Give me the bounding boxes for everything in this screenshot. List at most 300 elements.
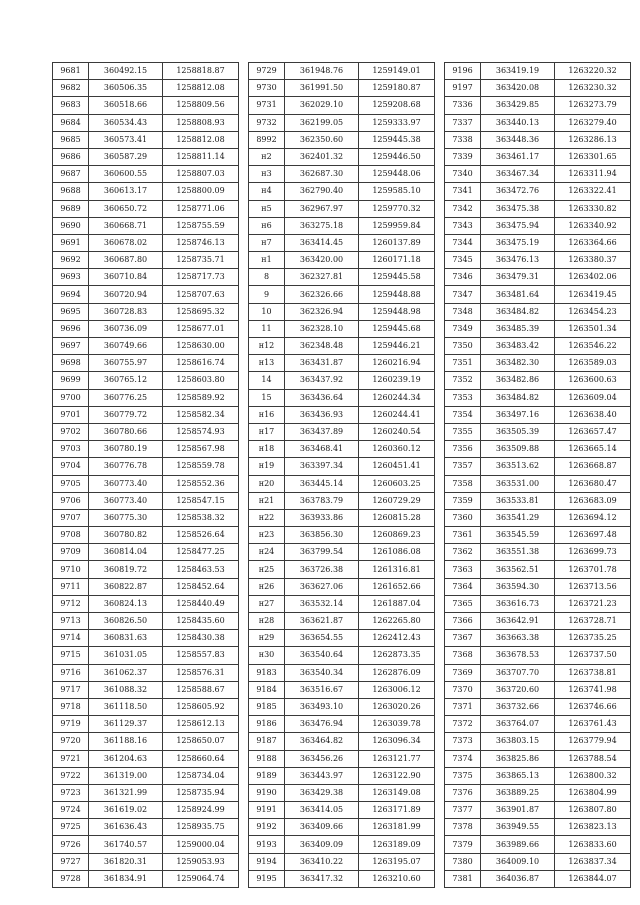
x-coordinate-cell: 363468.41 — [285, 441, 359, 458]
y-coordinate-cell: 1260239.19 — [359, 372, 435, 389]
table-row — [53, 423, 239, 440]
table-row — [53, 372, 239, 389]
point-number-cell: н4 — [249, 183, 285, 200]
table-row — [445, 200, 631, 217]
y-coordinate-cell: 1262265.80 — [359, 613, 435, 630]
y-coordinate-cell: 1263761.43 — [555, 716, 631, 733]
point-number-cell: 7354 — [445, 406, 481, 423]
table-row — [445, 63, 631, 80]
point-number-cell: 9190 — [249, 784, 285, 801]
table-row — [445, 561, 631, 578]
point-number-cell: 9720 — [53, 733, 89, 750]
x-coordinate-cell: 360678.02 — [89, 234, 163, 251]
point-number-cell: н1 — [249, 252, 285, 269]
x-coordinate-cell: 363409.66 — [285, 819, 359, 836]
x-coordinate-cell: 361834.91 — [89, 870, 163, 887]
x-coordinate-cell: 363485.39 — [481, 320, 555, 337]
y-coordinate-cell: 1258612.13 — [163, 716, 239, 733]
table-row — [53, 509, 239, 526]
point-number-cell: 9722 — [53, 767, 89, 784]
table-row — [445, 338, 631, 355]
table-row — [53, 217, 239, 234]
point-number-cell: н3 — [249, 166, 285, 183]
x-coordinate-cell: 363505.39 — [481, 423, 555, 440]
point-number-cell: 7355 — [445, 423, 481, 440]
table-row — [445, 234, 631, 251]
x-coordinate-cell: 361031.05 — [89, 647, 163, 664]
x-coordinate-cell: 360814.04 — [89, 544, 163, 561]
table-row — [445, 767, 631, 784]
point-number-cell: 7357 — [445, 458, 481, 475]
point-number-cell: 7373 — [445, 733, 481, 750]
table-row — [445, 870, 631, 887]
point-number-cell: 9690 — [53, 217, 89, 234]
y-coordinate-cell: 1263419.45 — [555, 286, 631, 303]
y-coordinate-cell: 1263683.09 — [555, 492, 631, 509]
point-number-cell: 9700 — [53, 389, 89, 406]
x-coordinate-cell: 363933.86 — [285, 509, 359, 526]
table-row — [445, 527, 631, 544]
table-row — [249, 217, 435, 234]
x-coordinate-cell: 363627.06 — [285, 578, 359, 595]
y-coordinate-cell: 1263807.80 — [555, 802, 631, 819]
y-coordinate-cell: 1263546.22 — [555, 338, 631, 355]
table-row — [445, 269, 631, 286]
x-coordinate-cell: 363483.42 — [481, 338, 555, 355]
y-coordinate-cell: 1263741.98 — [555, 681, 631, 698]
table-row — [445, 733, 631, 750]
table-row — [249, 286, 435, 303]
coordinates-table-1 — [52, 62, 239, 888]
x-coordinate-cell: 363479.31 — [481, 269, 555, 286]
x-coordinate-cell: 363431.87 — [285, 355, 359, 372]
x-coordinate-cell: 360822.87 — [89, 578, 163, 595]
x-coordinate-cell: 363783.79 — [285, 492, 359, 509]
x-coordinate-cell: 363445.14 — [285, 475, 359, 492]
point-number-cell: 9724 — [53, 802, 89, 819]
y-coordinate-cell: 1263149.08 — [359, 784, 435, 801]
point-number-cell: 9695 — [53, 303, 89, 320]
x-coordinate-cell: 360780.66 — [89, 423, 163, 440]
y-coordinate-cell: 1258603.80 — [163, 372, 239, 389]
table-row — [445, 166, 631, 183]
y-coordinate-cell: 1263657.47 — [555, 423, 631, 440]
point-number-cell: 8992 — [249, 131, 285, 148]
x-coordinate-cell: 360534.43 — [89, 114, 163, 131]
table-row — [53, 303, 239, 320]
point-number-cell: 9697 — [53, 338, 89, 355]
y-coordinate-cell: 1260603.25 — [359, 475, 435, 492]
point-number-cell: 9705 — [53, 475, 89, 492]
point-number-cell: 7379 — [445, 836, 481, 853]
y-coordinate-cell: 1258755.59 — [163, 217, 239, 234]
y-coordinate-cell: 1263210.60 — [359, 870, 435, 887]
x-coordinate-cell: 363678.53 — [481, 647, 555, 664]
table-row — [53, 527, 239, 544]
table-row — [53, 234, 239, 251]
table-row — [445, 303, 631, 320]
x-coordinate-cell: 363642.91 — [481, 613, 555, 630]
x-coordinate-cell: 361118.50 — [89, 698, 163, 715]
table-row — [249, 802, 435, 819]
x-coordinate-cell: 363531.00 — [481, 475, 555, 492]
y-coordinate-cell: 1263330.82 — [555, 200, 631, 217]
table-row — [53, 355, 239, 372]
x-coordinate-cell: 363509.88 — [481, 441, 555, 458]
table-row — [249, 836, 435, 853]
x-coordinate-cell: 363497.16 — [481, 406, 555, 423]
table-row — [249, 733, 435, 750]
x-coordinate-cell: 360710.84 — [89, 269, 163, 286]
point-number-cell: 7350 — [445, 338, 481, 355]
y-coordinate-cell: 1263189.09 — [359, 836, 435, 853]
table-row — [445, 578, 631, 595]
point-number-cell: 7340 — [445, 166, 481, 183]
table-row — [445, 613, 631, 630]
y-coordinate-cell: 1258477.25 — [163, 544, 239, 561]
point-number-cell: 9684 — [53, 114, 89, 131]
y-coordinate-cell: 1259064.74 — [163, 870, 239, 887]
point-number-cell: 9196 — [445, 63, 481, 80]
y-coordinate-cell: 1258452.64 — [163, 578, 239, 595]
table-row — [249, 853, 435, 870]
y-coordinate-cell: 1263728.71 — [555, 613, 631, 630]
y-coordinate-cell: 1259180.87 — [359, 80, 435, 97]
x-coordinate-cell: 362326.94 — [285, 303, 359, 320]
y-coordinate-cell: 1263380.37 — [555, 252, 631, 269]
x-coordinate-cell: 363467.34 — [481, 166, 555, 183]
point-number-cell: н2 — [249, 148, 285, 165]
x-coordinate-cell: 363663.38 — [481, 630, 555, 647]
y-coordinate-cell: 1258616.74 — [163, 355, 239, 372]
table-row — [249, 492, 435, 509]
y-coordinate-cell: 1263680.47 — [555, 475, 631, 492]
table-row — [53, 853, 239, 870]
x-coordinate-cell: 363493.10 — [285, 698, 359, 715]
point-number-cell: н6 — [249, 217, 285, 234]
x-coordinate-cell: 360573.41 — [89, 131, 163, 148]
y-coordinate-cell: 1263589.03 — [555, 355, 631, 372]
y-coordinate-cell: 1260216.94 — [359, 355, 435, 372]
point-number-cell: 7339 — [445, 148, 481, 165]
point-number-cell: 9186 — [249, 716, 285, 733]
x-coordinate-cell: 363856.30 — [285, 527, 359, 544]
table-row — [53, 97, 239, 114]
table-row — [249, 544, 435, 561]
x-coordinate-cell: 363540.34 — [285, 664, 359, 681]
point-number-cell: 7353 — [445, 389, 481, 406]
y-coordinate-cell: 1258807.03 — [163, 166, 239, 183]
x-coordinate-cell: 363440.13 — [481, 114, 555, 131]
y-coordinate-cell: 1258809.56 — [163, 97, 239, 114]
table-row — [445, 372, 631, 389]
point-number-cell: 9683 — [53, 97, 89, 114]
table-row — [53, 750, 239, 767]
point-number-cell: 7365 — [445, 595, 481, 612]
y-coordinate-cell: 1258463.53 — [163, 561, 239, 578]
y-coordinate-cell: 1263746.66 — [555, 698, 631, 715]
x-coordinate-cell: 363436.64 — [285, 389, 359, 406]
table-row — [249, 303, 435, 320]
point-number-cell: 7375 — [445, 767, 481, 784]
y-coordinate-cell: 1263600.63 — [555, 372, 631, 389]
y-coordinate-cell: 1259445.58 — [359, 269, 435, 286]
point-number-cell: 7356 — [445, 441, 481, 458]
x-coordinate-cell: 360773.40 — [89, 475, 163, 492]
x-coordinate-cell: 363616.73 — [481, 595, 555, 612]
point-number-cell: н13 — [249, 355, 285, 372]
x-coordinate-cell: 362348.48 — [285, 338, 359, 355]
x-coordinate-cell: 360492.15 — [89, 63, 163, 80]
x-coordinate-cell: 362029.10 — [285, 97, 359, 114]
table-row — [249, 372, 435, 389]
x-coordinate-cell: 361740.57 — [89, 836, 163, 853]
x-coordinate-cell: 362687.30 — [285, 166, 359, 183]
y-coordinate-cell: 1260244.41 — [359, 406, 435, 423]
y-coordinate-cell: 1258576.31 — [163, 664, 239, 681]
x-coordinate-cell: 363475.19 — [481, 234, 555, 251]
point-number-cell: 7378 — [445, 819, 481, 836]
point-number-cell: 9184 — [249, 681, 285, 698]
x-coordinate-cell: 363461.17 — [481, 148, 555, 165]
y-coordinate-cell: 1258440.49 — [163, 595, 239, 612]
point-number-cell: 7341 — [445, 183, 481, 200]
x-coordinate-cell: 363533.81 — [481, 492, 555, 509]
x-coordinate-cell: 363949.55 — [481, 819, 555, 836]
y-coordinate-cell: 1258559.78 — [163, 458, 239, 475]
point-number-cell: 7377 — [445, 802, 481, 819]
point-number-cell: 9197 — [445, 80, 481, 97]
y-coordinate-cell: 1258552.36 — [163, 475, 239, 492]
y-coordinate-cell: 1258717.73 — [163, 269, 239, 286]
y-coordinate-cell: 1263020.26 — [359, 698, 435, 715]
x-coordinate-cell: 361088.32 — [89, 681, 163, 698]
y-coordinate-cell: 1258557.83 — [163, 647, 239, 664]
y-coordinate-cell: 1258771.06 — [163, 200, 239, 217]
y-coordinate-cell: 1259446.21 — [359, 338, 435, 355]
y-coordinate-cell: 1259959.84 — [359, 217, 435, 234]
point-number-cell: н26 — [249, 578, 285, 595]
point-number-cell: 7345 — [445, 252, 481, 269]
point-number-cell: 7367 — [445, 630, 481, 647]
point-number-cell: 9728 — [53, 870, 89, 887]
y-coordinate-cell: 1261887.04 — [359, 595, 435, 612]
y-coordinate-cell: 1263286.13 — [555, 131, 631, 148]
x-coordinate-cell: 364036.87 — [481, 870, 555, 887]
x-coordinate-cell: 363397.34 — [285, 458, 359, 475]
table-row — [249, 561, 435, 578]
x-coordinate-cell: 363437.89 — [285, 423, 359, 440]
x-coordinate-cell: 363532.14 — [285, 595, 359, 612]
y-coordinate-cell: 1263804.99 — [555, 784, 631, 801]
x-coordinate-cell: 361948.76 — [285, 63, 359, 80]
table-row — [53, 630, 239, 647]
y-coordinate-cell: 1258567.98 — [163, 441, 239, 458]
point-number-cell: 9714 — [53, 630, 89, 647]
y-coordinate-cell: 1258526.64 — [163, 527, 239, 544]
y-coordinate-cell: 1263833.60 — [555, 836, 631, 853]
x-coordinate-cell: 363410.22 — [285, 853, 359, 870]
table-row — [53, 131, 239, 148]
point-number-cell: 9188 — [249, 750, 285, 767]
y-coordinate-cell: 1258547.15 — [163, 492, 239, 509]
table-row — [53, 870, 239, 887]
y-coordinate-cell: 1263701.78 — [555, 561, 631, 578]
point-number-cell: 9712 — [53, 595, 89, 612]
y-coordinate-cell: 1263697.48 — [555, 527, 631, 544]
table-row — [445, 97, 631, 114]
point-number-cell: 7374 — [445, 750, 481, 767]
point-number-cell: 7370 — [445, 681, 481, 698]
x-coordinate-cell: 363562.51 — [481, 561, 555, 578]
y-coordinate-cell: 1263713.56 — [555, 578, 631, 595]
table-row — [249, 166, 435, 183]
table-row — [53, 802, 239, 819]
table-row — [53, 613, 239, 630]
table-row — [445, 406, 631, 423]
x-coordinate-cell: 363475.94 — [481, 217, 555, 234]
x-coordinate-cell: 363889.25 — [481, 784, 555, 801]
point-number-cell: н12 — [249, 338, 285, 355]
table-row — [249, 97, 435, 114]
y-coordinate-cell: 1259448.98 — [359, 303, 435, 320]
x-coordinate-cell: 363989.66 — [481, 836, 555, 853]
y-coordinate-cell: 1260244.34 — [359, 389, 435, 406]
table-row — [445, 114, 631, 131]
point-number-cell: 9194 — [249, 853, 285, 870]
table-row — [53, 492, 239, 509]
x-coordinate-cell: 361619.02 — [89, 802, 163, 819]
y-coordinate-cell: 1263171.89 — [359, 802, 435, 819]
coordinates-table-3 — [444, 62, 631, 888]
point-number-cell: 9686 — [53, 148, 89, 165]
x-coordinate-cell: 363799.54 — [285, 544, 359, 561]
table-row — [53, 458, 239, 475]
y-coordinate-cell: 1263668.87 — [555, 458, 631, 475]
point-number-cell: 7361 — [445, 527, 481, 544]
x-coordinate-cell: 361820.31 — [89, 853, 163, 870]
point-number-cell: 7346 — [445, 269, 481, 286]
point-number-cell: н28 — [249, 613, 285, 630]
y-coordinate-cell: 1258812.08 — [163, 131, 239, 148]
point-number-cell: 7371 — [445, 698, 481, 715]
table-row — [249, 234, 435, 251]
point-number-cell: н16 — [249, 406, 285, 423]
x-coordinate-cell: 360780.82 — [89, 527, 163, 544]
y-coordinate-cell: 1263800.32 — [555, 767, 631, 784]
y-coordinate-cell: 1263230.32 — [555, 80, 631, 97]
x-coordinate-cell: 360824.13 — [89, 595, 163, 612]
y-coordinate-cell: 1263273.79 — [555, 97, 631, 114]
x-coordinate-cell: 360749.66 — [89, 338, 163, 355]
y-coordinate-cell: 1259585.10 — [359, 183, 435, 200]
x-coordinate-cell: 360831.63 — [89, 630, 163, 647]
point-number-cell: 9711 — [53, 578, 89, 595]
x-coordinate-cell: 360668.71 — [89, 217, 163, 234]
point-number-cell: 9723 — [53, 784, 89, 801]
table-row — [445, 750, 631, 767]
table-row — [249, 63, 435, 80]
x-coordinate-cell: 363481.64 — [481, 286, 555, 303]
x-coordinate-cell: 363417.32 — [285, 870, 359, 887]
y-coordinate-cell: 1263638.40 — [555, 406, 631, 423]
y-coordinate-cell: 1258430.38 — [163, 630, 239, 647]
table-row — [445, 509, 631, 526]
table-row — [53, 269, 239, 286]
x-coordinate-cell: 361188.16 — [89, 733, 163, 750]
point-number-cell: 11 — [249, 320, 285, 337]
point-number-cell: 7368 — [445, 647, 481, 664]
x-coordinate-cell: 363803.15 — [481, 733, 555, 750]
y-coordinate-cell: 1263665.14 — [555, 441, 631, 458]
table-row — [445, 681, 631, 698]
x-coordinate-cell: 363420.08 — [481, 80, 555, 97]
y-coordinate-cell: 1262412.43 — [359, 630, 435, 647]
y-coordinate-cell: 1263195.07 — [359, 853, 435, 870]
x-coordinate-cell: 363482.86 — [481, 372, 555, 389]
y-coordinate-cell: 1258800.09 — [163, 183, 239, 200]
x-coordinate-cell: 363476.13 — [481, 252, 555, 269]
point-number-cell: 9730 — [249, 80, 285, 97]
x-coordinate-cell: 363516.67 — [285, 681, 359, 698]
x-coordinate-cell: 361636.43 — [89, 819, 163, 836]
x-coordinate-cell: 360826.50 — [89, 613, 163, 630]
point-number-cell: 9731 — [249, 97, 285, 114]
y-coordinate-cell: 1263122.90 — [359, 767, 435, 784]
x-coordinate-cell: 360780.19 — [89, 441, 163, 458]
table-row — [249, 509, 435, 526]
x-coordinate-cell: 363419.19 — [481, 63, 555, 80]
point-number-cell: 7359 — [445, 492, 481, 509]
point-number-cell: 9717 — [53, 681, 89, 698]
y-coordinate-cell: 1258734.04 — [163, 767, 239, 784]
table-row — [445, 819, 631, 836]
table-row — [445, 716, 631, 733]
x-coordinate-cell: 363409.09 — [285, 836, 359, 853]
x-coordinate-cell: 360776.78 — [89, 458, 163, 475]
y-coordinate-cell: 1260869.23 — [359, 527, 435, 544]
y-coordinate-cell: 1261652.66 — [359, 578, 435, 595]
y-coordinate-cell: 1258707.63 — [163, 286, 239, 303]
table-row — [249, 819, 435, 836]
point-number-cell: 9185 — [249, 698, 285, 715]
table-row — [445, 183, 631, 200]
x-coordinate-cell: 360600.55 — [89, 166, 163, 183]
x-coordinate-cell: 363825.86 — [481, 750, 555, 767]
point-number-cell: 9689 — [53, 200, 89, 217]
x-coordinate-cell: 360755.97 — [89, 355, 163, 372]
y-coordinate-cell: 1263311.94 — [555, 166, 631, 183]
x-coordinate-cell: 360779.72 — [89, 406, 163, 423]
table-row — [249, 750, 435, 767]
table-row — [445, 458, 631, 475]
point-number-cell: 9709 — [53, 544, 89, 561]
y-coordinate-cell: 1263837.34 — [555, 853, 631, 870]
point-number-cell: 9694 — [53, 286, 89, 303]
point-number-cell: 7338 — [445, 131, 481, 148]
point-number-cell: 9193 — [249, 836, 285, 853]
point-number-cell: 7343 — [445, 217, 481, 234]
x-coordinate-cell: 363654.55 — [285, 630, 359, 647]
x-coordinate-cell: 360518.66 — [89, 97, 163, 114]
point-number-cell: н30 — [249, 647, 285, 664]
y-coordinate-cell: 1260815.28 — [359, 509, 435, 526]
y-coordinate-cell: 1258677.01 — [163, 320, 239, 337]
y-coordinate-cell: 1258538.32 — [163, 509, 239, 526]
x-coordinate-cell: 363472.76 — [481, 183, 555, 200]
x-coordinate-cell: 363448.36 — [481, 131, 555, 148]
coordinates-sheet — [52, 62, 631, 888]
